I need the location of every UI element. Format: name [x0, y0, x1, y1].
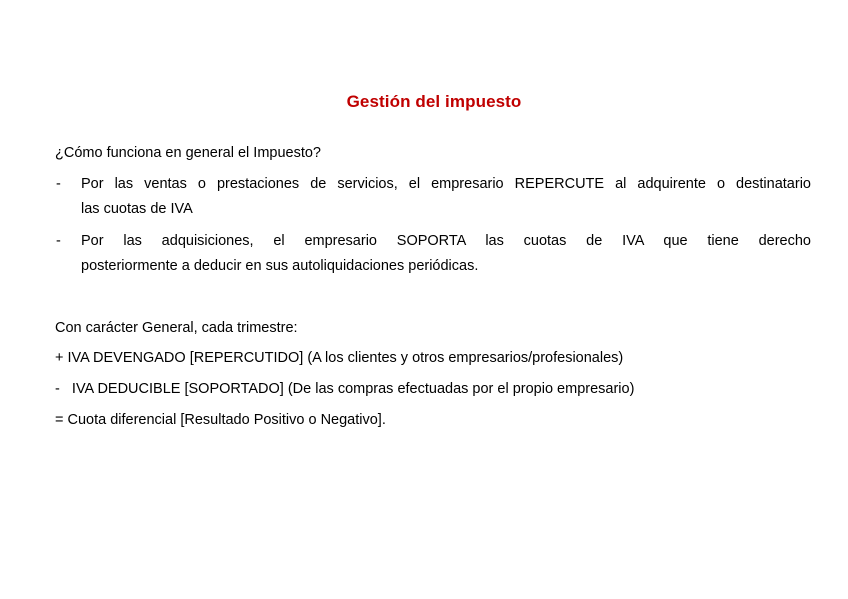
- bullet-2-line-2: posteriormente a deducir en sus autoliquidaciones periódicas.: [81, 258, 479, 274]
- slide-title: Gestión del impuesto: [346, 92, 522, 111]
- question-text: ¿Cómo funciona en general el Impuesto?: [55, 145, 321, 161]
- bullet-2-line-1-text: Por las adquisiciones, el empresario SOPORTA las cuotas de IVA que tiene derecho: [81, 233, 811, 249]
- bullet-1-line-1: [81, 175, 811, 193]
- formula-line-cuota: = Cuota diferencial [Resultado Positivo o Negativo].: [55, 412, 386, 428]
- formula-line-devengado: + IVA DEVENGADO [REPERCUTIDO] (A los clientes y otros empresarios/profesionales): [55, 350, 624, 366]
- bullet-1-line-2: las cuotas de IVA: [81, 201, 193, 217]
- intro-text: Con carácter General, cada trimestre:: [55, 320, 298, 336]
- bullet-2-line-1: [81, 232, 811, 250]
- formula-line-deducible: - IVA DEDUCIBLE [SOPORTADO] (De las compras efectuadas por el propio empresario): [55, 381, 635, 397]
- bullet-1-line-1-text: Por las ventas o prestaciones de servicios, el empresario REPERCUTE al adquirente o destinatario: [81, 176, 811, 192]
- bullet-2-marker: -: [56, 233, 61, 249]
- bullet-1-marker: -: [56, 176, 61, 192]
